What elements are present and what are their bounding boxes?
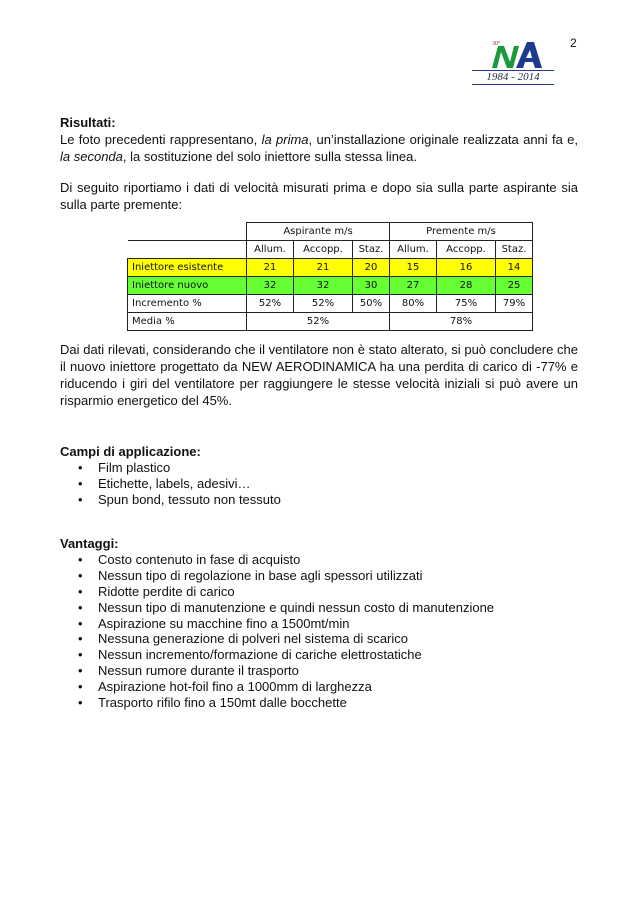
sub-header: Allum. [247,241,294,259]
company-logo [470,38,556,86]
p1-text-a: Le foto precedenti rappresentano, [60,132,262,147]
bullet-icon: • [78,662,83,678]
table-cell: 75% [437,295,496,313]
table-group-header-row [128,223,533,241]
p1-text-b: , un’installazione originale realizzata anni fa e, [308,132,578,147]
risultati-paragraph-2: Di seguito riportiamo i dati di velocità misurati prima e dopo sia sulla parte aspirante sia sulla parte premente: [60,180,578,212]
bullet-icon: • [78,568,83,584]
table-cell: 20 [353,259,390,277]
list-item [60,616,578,632]
sub-header: Staz. [353,241,390,259]
list-item-text: Trasporto rifilo fino a 150mt dalle bocchette [98,694,347,710]
campi-list [60,460,578,507]
bullet-icon: • [78,694,83,710]
risultati-paragraph-1 [60,131,578,165]
document-body [60,114,578,710]
campi-title: Campi di applicazione: [60,444,201,459]
list-item [60,663,578,679]
bullet-icon: • [78,460,83,475]
p1-text-c: , la sostituzione del solo iniettore sulla stessa linea. [122,149,417,164]
list-item-text: Etichette, labels, adesivi… [98,475,251,491]
table-cell-media-aspirante: 52% [247,313,390,331]
p1-emphasis-seconda: la seconda [60,149,123,164]
list-item [60,600,578,616]
vantaggi-list [60,552,578,710]
row-label: Iniettore esistente [128,259,247,277]
table-cell: 52% [247,295,294,313]
list-item [60,647,578,663]
list-item [60,492,578,508]
bullet-icon: • [78,583,83,599]
list-item-text: Nessuna generazione di polveri nel sistema di scarico [98,631,408,647]
p1-emphasis-prima: la prima [261,132,309,147]
conclusion-paragraph: Dai dati rilevati, considerando che il ventilatore non è stato alterato, si può concludere che il nuovo iniettore progettato da NEW AERODINAMICA ha una perdita di carico di -77% e riducendo i giri del ventilatore per raggiungere le stesse velocità iniziali si può avere un risparmio energetico del 45%. [60,342,578,408]
table-cell: 14 [496,259,533,277]
list-item [60,460,578,476]
bullet-icon: • [78,599,83,615]
row-label: Iniettore nuovo [128,277,247,295]
table-corner-blank [128,223,247,241]
bullet-icon: • [78,615,83,631]
list-item [60,552,578,568]
list-item-text: Nessun rumore durante il trasporto [98,662,299,678]
list-item-text: Aspirazione su macchine fino a 1500mt/min [98,615,350,631]
table-row-iniettore-esistente [128,259,533,277]
table-cell: 16 [437,259,496,277]
logo-letters-graphic [470,38,556,72]
list-item-text: Spun bond, tessuto non tessuto [98,491,281,507]
sub-header: Allum. [390,241,437,259]
bullet-icon: • [78,678,83,694]
group-header-premente: Premente m/s [390,223,533,241]
list-item-text: Ridotte perdite di carico [98,583,235,599]
bullet-icon: • [78,491,83,507]
list-item [60,679,578,695]
sub-header: Accopp. [294,241,353,259]
table-cell: 27 [390,277,437,295]
table-cell: 32 [294,277,353,295]
table-cell: 15 [390,259,437,277]
logo-years: 1984 - 2014 [486,71,540,83]
table-row-incremento [128,295,533,313]
sub-header: Accopp. [437,241,496,259]
table-cell: 79% [496,295,533,313]
table-cell-media-premente: 78% [390,313,533,331]
table-cell: 25 [496,277,533,295]
table-sub-header-row [128,241,533,259]
table-cell: 50% [353,295,390,313]
table-cell: 32 [247,277,294,295]
bullet-icon: • [78,552,83,568]
table-cell: 52% [294,295,353,313]
list-item [60,695,578,711]
list-item-text: Nessun tipo di regolazione in base agli spessori utilizzati [98,568,423,584]
group-header-aspirante: Aspirante m/s [247,223,390,241]
logo-divider-bottom [472,84,554,85]
list-item [60,631,578,647]
table-row-media [128,313,533,331]
velocity-table [127,222,533,331]
list-item-text: Nessun tipo di manutenzione e quindi nessun costo di manutenzione [98,599,495,615]
table-cell: 21 [247,259,294,277]
bullet-icon: • [78,647,83,663]
table-row-iniettore-nuovo [128,277,533,295]
bullet-icon: • [78,475,83,491]
list-item-text: Nessun incremento/formazione di cariche elettrostatiche [98,647,422,663]
table-cell: 80% [390,295,437,313]
page-number: 2 [570,36,577,50]
list-item [60,584,578,600]
list-item-text: Costo contenuto in fase di acquisto [98,552,301,568]
list-item-text: Aspirazione hot-foil fino a 1000mm di larghezza [98,678,372,694]
vantaggi-title: Vantaggi: [60,536,119,552]
row-label: Media % [128,313,247,331]
sub-header: Staz. [496,241,533,259]
row-label: Incremento % [128,295,247,313]
bullet-icon: • [78,631,83,647]
table-cell: 28 [437,277,496,295]
list-item-text: Film plastico [98,460,171,475]
logo-letter-n [492,46,519,68]
table-cell: 21 [294,259,353,277]
list-item [60,476,578,492]
list-item [60,568,578,584]
risultati-title: Risultati: [60,115,116,130]
table-corner-blank-2 [128,241,247,259]
logo-superscript: 30° [492,41,501,47]
table-cell: 30 [353,277,390,295]
